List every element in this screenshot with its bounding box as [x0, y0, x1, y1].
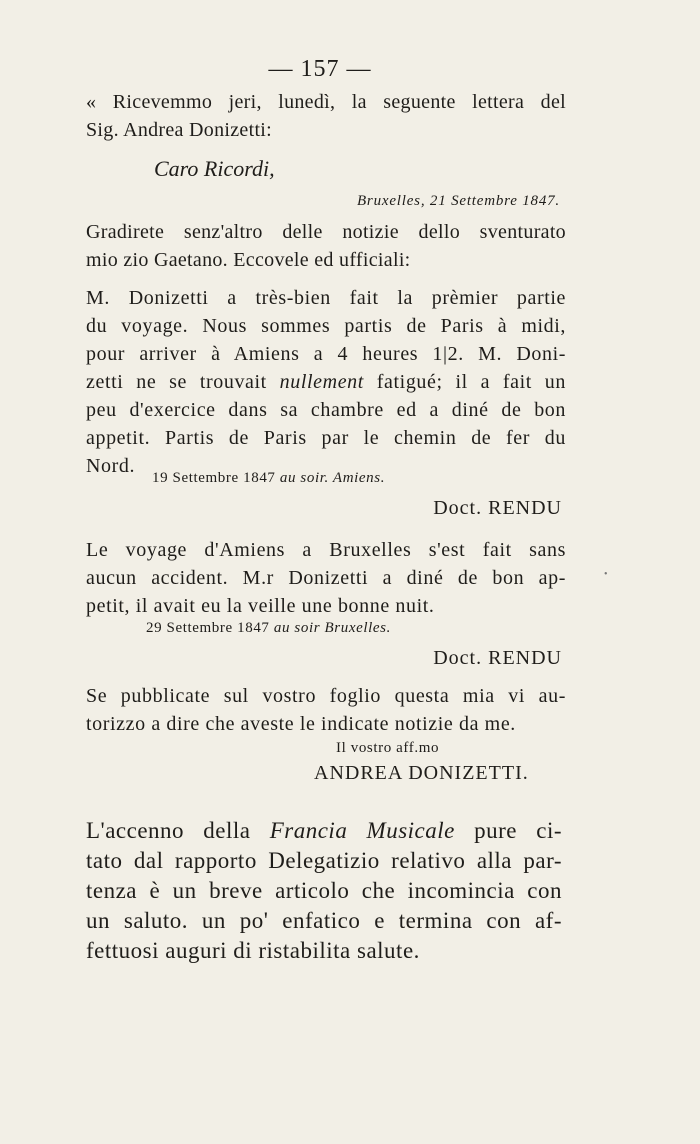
text-line: Nord.: [86, 455, 136, 477]
letter-signature: ANDREA DONIZETTI.: [314, 762, 529, 784]
letter-paragraph: [86, 682, 566, 738]
letter-salutation: Caro Ricordi,: [154, 156, 275, 181]
text-line: torizzo a dire che aveste le indicate notizie da me.: [86, 713, 516, 735]
date-place: au soir. Amiens.: [279, 470, 386, 486]
text-line: un saluto. un po' enfatico e termina con af-: [86, 908, 562, 933]
text-line: pour arriver à Amiens a 4 heures 1|2. M. Doni-: [86, 343, 566, 365]
journal-title: Francia Musicale: [269, 818, 455, 843]
intro-paragraph: [86, 88, 566, 144]
text-line: « Ricevemmo jeri, lunedì, la seguente lettera del: [86, 91, 566, 113]
date-value: 19 Settembre 1847: [152, 470, 276, 486]
date-place: au soir Bruxelles.: [273, 620, 391, 636]
text-line: Gradirete senz'altro delle notizie dello sventurato: [86, 221, 566, 243]
text-run: fatigué; il a fait un: [363, 371, 566, 393]
text-run: L'accenno della: [86, 818, 270, 843]
emphasis-word: nullement: [279, 371, 364, 393]
text-line: [86, 816, 562, 846]
text-run: pure ci-: [454, 818, 562, 843]
text-line: Le voyage d'Amiens a Bruxelles s'est fait sans: [86, 539, 566, 561]
text-line: Sig. Andrea Donizetti:: [86, 119, 273, 141]
text-line: aucun accident. M.r Donizetti a diné de bon ap-: [86, 567, 566, 589]
text-line: tenza è un breve articolo che incomincia con: [86, 878, 562, 903]
letter-dateline: Bruxelles, 21 Settembre 1847.: [356, 193, 560, 209]
margin-mark: •: [604, 569, 608, 580]
text-run: zetti ne se trouvait: [86, 371, 280, 393]
text-line: peu d'exercice dans sa chambre ed a diné de bon: [86, 399, 566, 421]
text-line: appetit. Partis de Paris par le chemin de fer du: [86, 427, 566, 449]
final-paragraph: [86, 816, 562, 966]
text-line: du voyage. Nous sommes partis de Paris à midi,: [86, 315, 566, 337]
bulletin-date: [152, 470, 385, 487]
text-line: mio zio Gaetano. Eccovele ed ufficiali:: [86, 249, 411, 271]
signer-rendu: Doct. RENDU: [433, 647, 562, 669]
text-line: M. Donizetti a très-bien fait la prèmier partie: [86, 287, 566, 309]
bulletin-bruxelles: [86, 536, 566, 620]
letter-paragraph: [86, 218, 566, 274]
text-line: tato dal rapporto Delegatizio relativo alla par-: [86, 848, 562, 873]
text-line-emphasis: [86, 368, 566, 396]
letter-closing: Il vostro aff.mo: [336, 740, 440, 756]
date-value: 29 Settembre 1847: [146, 620, 270, 636]
page-number: — 157 —: [268, 56, 372, 82]
text-line: petit, il avait eu la veille une bonne nuit.: [86, 595, 435, 617]
bulletin-date: [146, 620, 391, 637]
text-line: Se pubblicate sul vostro foglio questa mia vi au-: [86, 685, 566, 707]
text-line: fettuosi auguri di ristabilita salute.: [86, 938, 420, 963]
bulletin-amiens: [86, 284, 566, 480]
signer-rendu: Doct. RENDU: [433, 497, 562, 519]
